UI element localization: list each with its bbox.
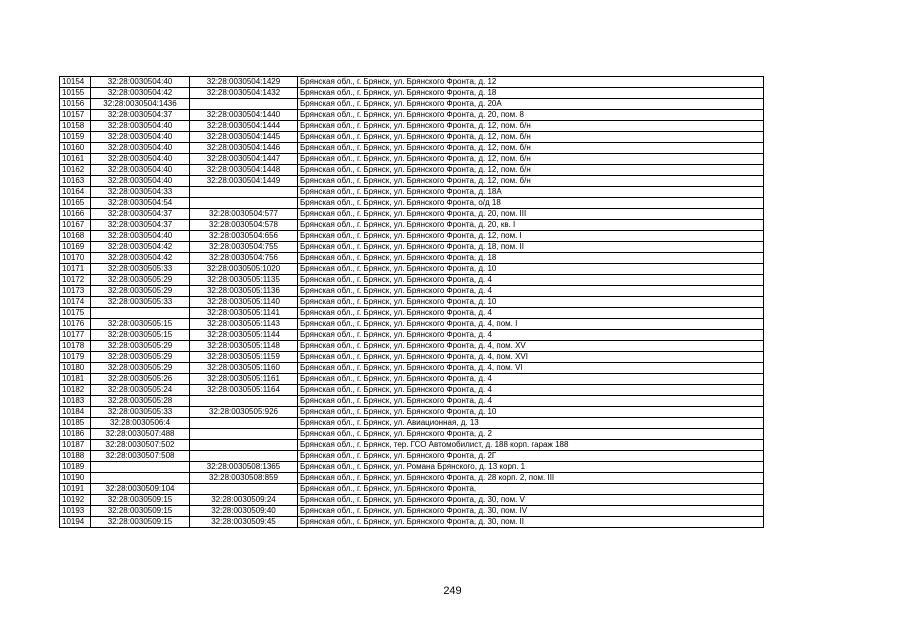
object-number-cell: 32:28:0030504:1440 <box>190 110 298 121</box>
table-row <box>60 132 764 143</box>
parcel-number-cell: 32:28:0030505:29 <box>91 275 190 286</box>
table-row <box>60 418 764 429</box>
table-row <box>60 220 764 231</box>
address-cell: Брянская обл., г. Брянск, ул. Брянского Фронта, д. 18 <box>298 253 764 264</box>
parcel-number-cell: 32:28:0030504:54 <box>91 198 190 209</box>
address-cell: Брянская обл., г. Брянск, ул. Брянского Фронта, д. 12, пом. б/н <box>298 121 764 132</box>
table-row <box>60 176 764 187</box>
address-cell: Брянская обл., г. Брянск, ул. Брянского Фронта, д. 10 <box>298 407 764 418</box>
table-row <box>60 363 764 374</box>
parcel-number-cell: 32:28:0030504:40 <box>91 121 190 132</box>
table-row <box>60 231 764 242</box>
address-cell: Брянская обл., г. Брянск, ул. Брянского Фронта, д. 18 <box>298 88 764 99</box>
row-number-cell: 10176 <box>60 319 91 330</box>
object-number-cell: 32:28:0030509:45 <box>190 517 298 528</box>
parcel-number-cell: 32:28:0030504:42 <box>91 242 190 253</box>
parcel-number-cell: 32:28:0030507:508 <box>91 451 190 462</box>
parcel-number-cell: 32:28:0030509:104 <box>91 484 190 495</box>
object-number-cell: 32:28:0030505:1141 <box>190 308 298 319</box>
object-number-cell: 32:28:0030505:1148 <box>190 341 298 352</box>
table-row <box>60 253 764 264</box>
parcel-number-cell: 32:28:0030506:4 <box>91 418 190 429</box>
object-number-cell: 32:28:0030505:1164 <box>190 385 298 396</box>
table-row <box>60 121 764 132</box>
table-row <box>60 495 764 506</box>
table-row <box>60 385 764 396</box>
address-cell: Брянская обл., г. Брянск, тер. ГСО Автомобилист, д. 188 корп. гараж 188 <box>298 440 764 451</box>
table-body <box>60 77 764 528</box>
address-cell: Брянская обл., г. Брянск, ул. Брянского Фронта, д. 4 <box>298 396 764 407</box>
object-number-cell: 32:28:0030508:1365 <box>190 462 298 473</box>
row-number-cell: 10189 <box>60 462 91 473</box>
parcel-number-cell: 32:28:0030504:37 <box>91 220 190 231</box>
address-cell: Брянская обл., г. Брянск, ул. Брянского Фронта, д. 4 <box>298 385 764 396</box>
parcel-number-cell: 32:28:0030505:24 <box>91 385 190 396</box>
address-cell: Брянская обл., г. Брянск, ул. Брянского Фронта, д. 4 <box>298 308 764 319</box>
address-cell: Брянская обл., г. Брянск, ул. Брянского Фронта, д. 20, пом. 8 <box>298 110 764 121</box>
parcel-number-cell: 32:28:0030505:33 <box>91 407 190 418</box>
table-row <box>60 165 764 176</box>
address-cell: Брянская обл., г. Брянск, ул. Брянского Фронта, д. 30, пом. II <box>298 517 764 528</box>
address-cell: Брянская обл., г. Брянск, ул. Брянского Фронта, д. 4 <box>298 286 764 297</box>
object-number-cell <box>190 451 298 462</box>
address-cell: Брянская обл., г. Брянск, ул. Брянского Фронта, о/д 18 <box>298 198 764 209</box>
table-row <box>60 429 764 440</box>
table-row <box>60 209 764 220</box>
address-cell: Брянская обл., г. Брянск, ул. Брянского Фронта, д. 4, пом. I <box>298 319 764 330</box>
table-row <box>60 451 764 462</box>
address-cell: Брянская обл., г. Брянск, ул. Брянского Фронта, д. 12 <box>298 77 764 88</box>
row-number-cell: 10185 <box>60 418 91 429</box>
object-number-cell: 32:28:0030504:1444 <box>190 121 298 132</box>
parcel-number-cell: 32:28:0030505:29 <box>91 352 190 363</box>
row-number-cell: 10163 <box>60 176 91 187</box>
row-number-cell: 10188 <box>60 451 91 462</box>
object-number-cell: 32:28:0030505:1160 <box>190 363 298 374</box>
address-cell: Брянская обл., г. Брянск, ул. Брянского Фронта, д. 4 <box>298 330 764 341</box>
address-cell: Брянская обл., г. Брянск, ул. Брянского Фронта, д. 10 <box>298 264 764 275</box>
parcel-number-cell: 32:28:0030504:42 <box>91 88 190 99</box>
parcel-number-cell: 32:28:0030505:29 <box>91 363 190 374</box>
object-number-cell: 32:28:0030505:1143 <box>190 319 298 330</box>
row-number-cell: 10172 <box>60 275 91 286</box>
table-row <box>60 88 764 99</box>
row-number-cell: 10154 <box>60 77 91 88</box>
address-cell: Брянская обл., г. Брянск, ул. Брянского Фронта, д. 30, пом. IV <box>298 506 764 517</box>
object-number-cell: 32:28:0030504:755 <box>190 242 298 253</box>
row-number-cell: 10192 <box>60 495 91 506</box>
row-number-cell: 10167 <box>60 220 91 231</box>
row-number-cell: 10177 <box>60 330 91 341</box>
table-row <box>60 374 764 385</box>
object-number-cell: 32:28:0030504:656 <box>190 231 298 242</box>
row-number-cell: 10194 <box>60 517 91 528</box>
object-number-cell: 32:28:0030504:1446 <box>190 143 298 154</box>
parcel-number-cell: 32:28:0030505:33 <box>91 297 190 308</box>
table-row <box>60 143 764 154</box>
row-number-cell: 10160 <box>60 143 91 154</box>
address-cell: Брянская обл., г. Брянск, ул. Брянского Фронта, д. 4, пом. XVI <box>298 352 764 363</box>
object-number-cell: 32:28:0030504:1448 <box>190 165 298 176</box>
object-number-cell <box>190 396 298 407</box>
parcel-number-cell: 32:28:0030504:42 <box>91 253 190 264</box>
object-number-cell: 32:28:0030505:1159 <box>190 352 298 363</box>
parcel-number-cell: 32:28:0030504:37 <box>91 110 190 121</box>
object-number-cell <box>190 198 298 209</box>
table-row <box>60 99 764 110</box>
object-number-cell: 32:28:0030504:1432 <box>190 88 298 99</box>
object-number-cell: 32:28:0030509:24 <box>190 495 298 506</box>
row-number-cell: 10180 <box>60 363 91 374</box>
object-number-cell: 32:28:0030504:577 <box>190 209 298 220</box>
table-row <box>60 396 764 407</box>
row-number-cell: 10183 <box>60 396 91 407</box>
object-number-cell: 32:28:0030505:926 <box>190 407 298 418</box>
table-row <box>60 352 764 363</box>
row-number-cell: 10170 <box>60 253 91 264</box>
address-cell: Брянская обл., г. Брянск, ул. Брянского Фронта, д. 2 <box>298 429 764 440</box>
parcel-number-cell: 32:28:0030504:40 <box>91 143 190 154</box>
table-row <box>60 110 764 121</box>
parcel-number-cell: 32:28:0030504:40 <box>91 176 190 187</box>
parcel-number-cell: 32:28:0030505:15 <box>91 319 190 330</box>
address-cell: Брянская обл., г. Брянск, ул. Брянского Фронта, д. 30, пом. V <box>298 495 764 506</box>
address-cell: Брянская обл., г. Брянск, ул. Брянского Фронта, д. 4, пом. VI <box>298 363 764 374</box>
address-cell: Брянская обл., г. Брянск, ул. Романа Брянского, д. 13 корп. 1 <box>298 462 764 473</box>
address-cell: Брянская обл., г. Брянск, ул. Брянского Фронта, д. 12, пом. б/н <box>298 143 764 154</box>
object-number-cell <box>190 484 298 495</box>
row-number-cell: 10175 <box>60 308 91 319</box>
row-number-cell: 10156 <box>60 99 91 110</box>
row-number-cell: 10166 <box>60 209 91 220</box>
row-number-cell: 10164 <box>60 187 91 198</box>
table-row <box>60 517 764 528</box>
object-number-cell <box>190 99 298 110</box>
table-row <box>60 154 764 165</box>
page-number: 249 <box>443 585 462 597</box>
table-row <box>60 330 764 341</box>
table-row <box>60 242 764 253</box>
object-number-cell: 32:28:0030504:756 <box>190 253 298 264</box>
table-row <box>60 308 764 319</box>
parcel-number-cell: 32:28:0030504:40 <box>91 154 190 165</box>
parcel-number-cell: 32:28:0030504:40 <box>91 231 190 242</box>
object-number-cell: 32:28:0030504:1449 <box>190 176 298 187</box>
address-cell: Брянская обл., г. Брянск, ул. Авиационная, д. 13 <box>298 418 764 429</box>
table-row <box>60 319 764 330</box>
table-row <box>60 407 764 418</box>
table-row <box>60 297 764 308</box>
object-number-cell: 32:28:0030504:1445 <box>190 132 298 143</box>
parcel-number-cell: 32:28:0030505:29 <box>91 341 190 352</box>
address-cell: Брянская обл., г. Брянск, ул. Брянского Фронта, <box>298 484 764 495</box>
parcel-number-cell: 32:28:0030509:15 <box>91 495 190 506</box>
row-number-cell: 10193 <box>60 506 91 517</box>
table-row <box>60 286 764 297</box>
object-number-cell <box>190 429 298 440</box>
table-row <box>60 462 764 473</box>
parcel-number-cell: 32:28:0030509:15 <box>91 517 190 528</box>
address-cell: Брянская обл., г. Брянск, ул. Брянского Фронта, д. 12, пом. б/н <box>298 165 764 176</box>
row-number-cell: 10155 <box>60 88 91 99</box>
table-row <box>60 341 764 352</box>
object-number-cell <box>190 440 298 451</box>
table-row <box>60 473 764 484</box>
address-cell: Брянская обл., г. Брянск, ул. Брянского Фронта, д. 4 <box>298 275 764 286</box>
address-cell: Брянская обл., г. Брянск, ул. Брянского Фронта, д. 20, пом. III <box>298 209 764 220</box>
address-cell: Брянская обл., г. Брянск, ул. Брянского Фронта, д. 12, пом. б/н <box>298 132 764 143</box>
address-cell: Брянская обл., г. Брянск, ул. Брянского Фронта, д. 10 <box>298 297 764 308</box>
table-row <box>60 506 764 517</box>
object-number-cell: 32:28:0030505:1140 <box>190 297 298 308</box>
row-number-cell: 10182 <box>60 385 91 396</box>
table-row <box>60 198 764 209</box>
row-number-cell: 10174 <box>60 297 91 308</box>
row-number-cell: 10179 <box>60 352 91 363</box>
parcel-number-cell: 32:28:0030504:40 <box>91 132 190 143</box>
address-cell: Брянская обл., г. Брянск, ул. Брянского Фронта, д. 4, пом. XV <box>298 341 764 352</box>
cadastral-table <box>59 76 764 528</box>
address-cell: Брянская обл., г. Брянск, ул. Брянского Фронта, д. 28 корп. 2, пом. III <box>298 473 764 484</box>
row-number-cell: 10191 <box>60 484 91 495</box>
object-number-cell: 32:28:0030505:1135 <box>190 275 298 286</box>
object-number-cell: 32:28:0030505:1161 <box>190 374 298 385</box>
row-number-cell: 10186 <box>60 429 91 440</box>
parcel-number-cell: 32:28:0030504:40 <box>91 165 190 176</box>
parcel-number-cell: 32:28:0030505:33 <box>91 264 190 275</box>
address-cell: Брянская обл., г. Брянск, ул. Брянского Фронта, д. 20А <box>298 99 764 110</box>
parcel-number-cell: 32:28:0030507:488 <box>91 429 190 440</box>
row-number-cell: 10173 <box>60 286 91 297</box>
row-number-cell: 10165 <box>60 198 91 209</box>
address-cell: Брянская обл., г. Брянск, ул. Брянского Фронта, д. 20, кв. I <box>298 220 764 231</box>
object-number-cell: 32:28:0030504:1447 <box>190 154 298 165</box>
object-number-cell: 32:28:0030504:1429 <box>190 77 298 88</box>
table-row <box>60 275 764 286</box>
table-row <box>60 440 764 451</box>
parcel-number-cell: 32:28:0030509:15 <box>91 506 190 517</box>
row-number-cell: 10162 <box>60 165 91 176</box>
table-row <box>60 264 764 275</box>
table-row <box>60 187 764 198</box>
object-number-cell: 32:28:0030509:40 <box>190 506 298 517</box>
parcel-number-cell <box>91 462 190 473</box>
object-number-cell: 32:28:0030505:1144 <box>190 330 298 341</box>
row-number-cell: 10158 <box>60 121 91 132</box>
address-cell: Брянская обл., г. Брянск, ул. Брянского Фронта, д. 12, пом. I <box>298 231 764 242</box>
row-number-cell: 10187 <box>60 440 91 451</box>
object-number-cell <box>190 187 298 198</box>
address-cell: Брянская обл., г. Брянск, ул. Брянского Фронта, д. 18А <box>298 187 764 198</box>
address-cell: Брянская обл., г. Брянск, ул. Брянского Фронта, д. 12, пом. б/н <box>298 154 764 165</box>
parcel-number-cell: 32:28:0030504:40 <box>91 77 190 88</box>
parcel-number-cell <box>91 473 190 484</box>
row-number-cell: 10181 <box>60 374 91 385</box>
table-row <box>60 484 764 495</box>
row-number-cell: 10161 <box>60 154 91 165</box>
parcel-number-cell: 32:28:0030504:1436 <box>91 99 190 110</box>
parcel-number-cell: 32:28:0030504:37 <box>91 209 190 220</box>
row-number-cell: 10159 <box>60 132 91 143</box>
row-number-cell: 10178 <box>60 341 91 352</box>
object-number-cell: 32:28:0030505:1020 <box>190 264 298 275</box>
object-number-cell: 32:28:0030505:1136 <box>190 286 298 297</box>
parcel-number-cell: 32:28:0030504:33 <box>91 187 190 198</box>
parcel-number-cell <box>91 308 190 319</box>
address-cell: Брянская обл., г. Брянск, ул. Брянского Фронта, д. 2Г <box>298 451 764 462</box>
row-number-cell: 10190 <box>60 473 91 484</box>
object-number-cell: 32:28:0030504:578 <box>190 220 298 231</box>
table-row <box>60 77 764 88</box>
row-number-cell: 10171 <box>60 264 91 275</box>
address-cell: Брянская обл., г. Брянск, ул. Брянского Фронта, д. 4 <box>298 374 764 385</box>
row-number-cell: 10184 <box>60 407 91 418</box>
row-number-cell: 10168 <box>60 231 91 242</box>
parcel-number-cell: 32:28:0030505:26 <box>91 374 190 385</box>
parcel-number-cell: 32:28:0030505:15 <box>91 330 190 341</box>
row-number-cell: 10157 <box>60 110 91 121</box>
address-cell: Брянская обл., г. Брянск, ул. Брянского Фронта, д. 12, пом. б/н <box>298 176 764 187</box>
address-cell: Брянская обл., г. Брянск, ул. Брянского Фронта, д. 18, пом. II <box>298 242 764 253</box>
row-number-cell: 10169 <box>60 242 91 253</box>
parcel-number-cell: 32:28:0030507:502 <box>91 440 190 451</box>
parcel-number-cell: 32:28:0030505:28 <box>91 396 190 407</box>
object-number-cell <box>190 418 298 429</box>
object-number-cell: 32:28:0030508:859 <box>190 473 298 484</box>
parcel-number-cell: 32:28:0030505:29 <box>91 286 190 297</box>
